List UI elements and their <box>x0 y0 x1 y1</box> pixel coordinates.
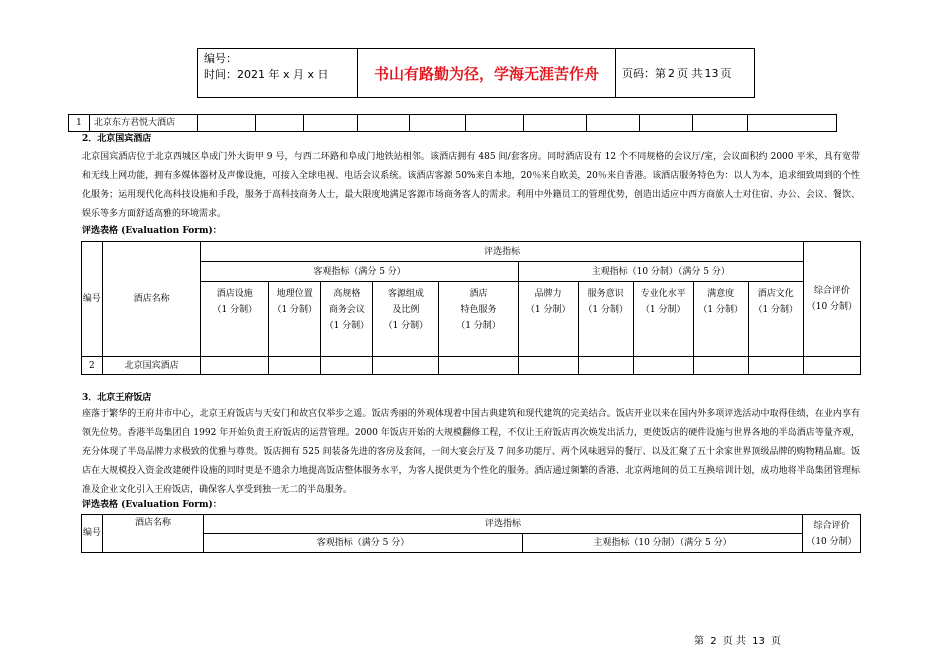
group-objective: 客观指标（满分 5 分） <box>204 534 523 553</box>
section-3-heading: 3．北京王府饭店 <box>82 393 152 403</box>
row-number: 2 <box>82 357 103 375</box>
group-all: 评选指标 <box>204 515 803 534</box>
group-all: 评选指标 <box>201 242 803 262</box>
evaluation-table-2 <box>81 514 861 553</box>
page-indicator: 页码：第 2 页 共 13 页 <box>622 66 732 80</box>
col-number: 编号 <box>82 242 103 357</box>
section-2-paragraph: 北京国宾酒店位于北京西城区阜成门外大街甲 9 号，与西二环路和阜成门地铁站相邻。该酒店拥有 485 间/套客房。同时酒店设有 12 个不同规格的会议厅/室，会议面积约 2000 平米，具有宽带和无线上网功能，拥有多媒体器材及声像设施，可接入全球电视、电话会议系统。该酒店客源 50%来自本地，20％来自欧美，20％来自香港。该酒店服务特色为：以人为本，追求细致周到的个性化服务；运用现代化高科技设施和手段，服务于高科技商务人士，最大限度地满足客源市场商务客人的需求。利用中外籍员工的管理优势，创造出适应中西方商旅人士对住宿、办公、会议、餐饮、娱乐等多方面舒适高雅的环境需求。 <box>82 152 860 219</box>
row-number: 1 <box>69 115 90 132</box>
group-subjective: 主观指标（10 分制）（满分 5 分） <box>518 262 803 282</box>
section-3-form-label: 评选表格 (Evaluation Form)： <box>82 500 222 510</box>
col-obj-source: 客源组成 及比例 （1 分制） <box>373 282 439 357</box>
col-subj-brand: 品牌力 （1 分制） <box>518 282 578 357</box>
col-subj-culture: 酒店文化 （1 分制） <box>748 282 803 357</box>
motto: 书山有路勤为径，学海无涯苦作舟 <box>358 49 616 97</box>
page-footer: 第 2 页 共 13 页 <box>694 636 782 647</box>
col-obj-special: 酒店 特色服务 （1 分制） <box>439 282 518 357</box>
time-label: 时间：2021 年 x 月 x 日 <box>204 68 329 81</box>
col-obj-facility: 酒店设施 （1 分制） <box>201 282 269 357</box>
section-3-paragraph: 座落于繁华的王府井市中心，北京王府饭店与天安门和故宫仅举步之遥。饭店秀丽的外观体现着中国古典建筑和现代建筑的完美结合。饭店开业以来在国内外多项评选活动中取得佳绩，在业内享有领先位势。香港半岛集团自 1992 年开始负责王府饭店的运营管理。2000 年饭店开始的大规模翻修工程，不仅让王府饭店再次焕发出活力，更使饭店的硬件设施与世界各地的半岛酒店等量齐观，充分体现了半岛品牌力求极致的优雅与尊贵。饭店拥有 525 间装备先进的客房及套间，一间大宴会厅及 7 间多功能厅、两个风味迥异的餐厅、以及汇聚了五十余家世界顶级品牌的购物精品廊。饭店在大规模投入资金改建硬件设施的同时更是不遗余力地提高饭店整体服务水平，为客人提供更为个性化的服务。酒店通过频繁的香港、北京两地间的员工互换培训计划，成功地将半岛集团管理标准及企业文化引入王府饭店，确保客人享受到独一无二的半岛服务。 <box>82 409 860 495</box>
col-subj-service: 服务意识 （1 分制） <box>578 282 633 357</box>
col-overall: 综合评价 （10 分制） <box>803 515 861 553</box>
evaluation-table <box>81 241 861 375</box>
top-table-row <box>68 114 837 132</box>
hotel-name: 北京东方君悦大酒店 <box>90 115 198 132</box>
col-subj-satisfaction: 满意度 （1 分制） <box>693 282 748 357</box>
number-label: 编号： <box>204 52 237 65</box>
header-meta <box>198 49 358 97</box>
section-2-heading: 2．北京国宾酒店 <box>82 134 152 144</box>
table-row <box>82 357 861 375</box>
section-2-form-label: 评选表格 (Evaluation Form)： <box>82 226 222 236</box>
col-obj-meeting: 高规格 商务会议 （1 分制） <box>321 282 373 357</box>
col-number: 编号 <box>82 515 103 553</box>
col-hotel-name: 酒店名称 <box>102 242 201 357</box>
col-subj-professional: 专业化水平 （1 分制） <box>633 282 693 357</box>
page-header <box>197 48 755 98</box>
group-objective: 客观指标（满分 5 分） <box>201 262 518 282</box>
col-obj-location: 地理位置 （1 分制） <box>269 282 321 357</box>
group-subjective: 主观指标（10 分制）（满分 5 分） <box>523 534 803 553</box>
col-hotel-name: 酒店名称 <box>103 515 204 553</box>
hotel-name: 北京国宾酒店 <box>102 357 201 375</box>
col-overall: 综合评价 （10 分制） <box>803 242 860 357</box>
